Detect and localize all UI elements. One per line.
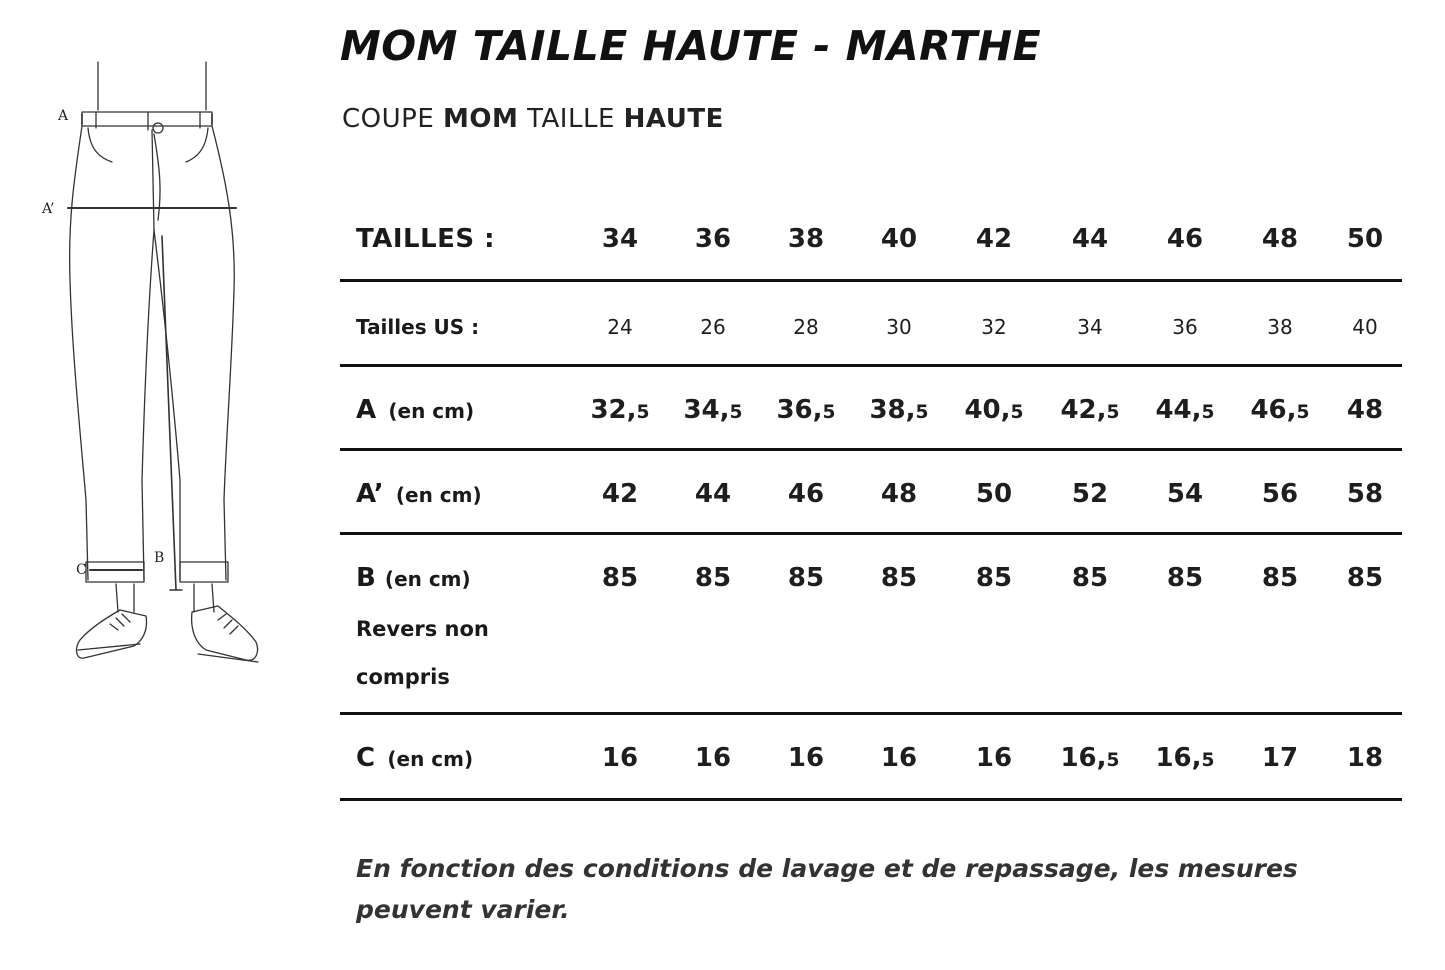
row-b-note-line-1: Revers non <box>356 617 489 641</box>
cell-value: 85 <box>1166 563 1204 593</box>
cell-value: 44, <box>1155 395 1202 425</box>
row-a-unit: (en cm) <box>388 399 475 423</box>
cell-value: 50 <box>975 479 1013 509</box>
row-a-label <box>340 367 570 425</box>
cell-value: 17 <box>1261 743 1299 773</box>
table-cell <box>602 715 638 773</box>
cell-value: 85 <box>1346 563 1384 593</box>
cell-decimal: 5 <box>1201 750 1215 771</box>
table-cell: 50 <box>1346 224 1384 254</box>
table-cell <box>776 367 835 425</box>
row-a-prime-key: A’ <box>356 479 384 509</box>
table-cell: 34 <box>1077 315 1103 339</box>
cell-decimal: 5 <box>1106 750 1120 771</box>
table-row-a <box>340 367 1402 451</box>
cell-value: 58 <box>1346 479 1384 509</box>
jeans-measurement-illustration <box>30 50 280 690</box>
table-cell <box>602 535 638 593</box>
cell-value: 16, <box>1155 743 1202 773</box>
table-row-b <box>340 535 1402 715</box>
cell-decimal: 5 <box>1201 402 1215 423</box>
row-a-prime-label <box>340 451 570 509</box>
label-a-prime: A’ <box>42 201 55 217</box>
cell-decimal: 5 <box>1106 402 1120 423</box>
table-cell <box>695 451 731 509</box>
label-b: B <box>154 550 165 566</box>
cell-decimal: 5 <box>1296 402 1310 423</box>
page-title: MOM TAILLE HAUTE - MARTHE <box>340 22 1042 70</box>
cell-value: 16 <box>880 743 918 773</box>
cell-decimal: 5 <box>1010 402 1024 423</box>
cell-value: 42 <box>601 479 639 509</box>
cell-value: 32, <box>590 395 637 425</box>
cell-value: 16 <box>787 743 825 773</box>
cell-value: 18 <box>1346 743 1384 773</box>
table-cell <box>788 535 824 593</box>
row-c-unit: (en cm) <box>387 747 474 771</box>
cell-value: 46 <box>787 479 825 509</box>
table-cell: 38 <box>787 224 825 254</box>
cell-value: 40, <box>964 395 1011 425</box>
table-cell <box>1060 367 1119 425</box>
table-cell <box>1167 451 1203 509</box>
subtitle-part-4: HAUTE <box>623 104 724 134</box>
table-cell <box>1072 451 1108 509</box>
size-table <box>340 196 1402 801</box>
cell-value: 85 <box>1071 563 1109 593</box>
cell-value: 42, <box>1060 395 1107 425</box>
cell-decimal: 5 <box>636 402 650 423</box>
cell-value: 16 <box>694 743 732 773</box>
subtitle-part-2: MOM <box>443 104 519 134</box>
table-cell <box>1262 535 1298 593</box>
subtitle-part-1: COUPE <box>342 104 435 134</box>
table-cell <box>1072 535 1108 593</box>
cell-decimal: 5 <box>822 402 836 423</box>
table-row-a-prime <box>340 451 1402 535</box>
label-a: A <box>58 108 69 124</box>
cell-value: 85 <box>1261 563 1299 593</box>
cell-value: 44 <box>694 479 732 509</box>
cell-value: 46, <box>1250 395 1297 425</box>
table-cell <box>881 451 917 509</box>
footnote: En fonction des conditions de lavage et de repassage, les mesures peuvent varier. <box>356 854 1298 924</box>
table-cell: 30 <box>886 315 912 339</box>
table-cell <box>590 367 649 425</box>
label-c: C <box>76 562 87 578</box>
cell-value: 85 <box>601 563 639 593</box>
table-cell <box>683 367 742 425</box>
row-b-label <box>340 535 570 702</box>
cell-value: 36, <box>776 395 823 425</box>
table-cell: 46 <box>1166 224 1204 254</box>
table-cell <box>788 451 824 509</box>
table-cell <box>1347 535 1383 593</box>
us-sizes-label: Tailles US : <box>356 315 480 339</box>
table-cell <box>1347 715 1383 773</box>
table-cell <box>695 715 731 773</box>
cell-value: 85 <box>694 563 732 593</box>
cell-value: 16 <box>975 743 1013 773</box>
cell-value: 54 <box>1166 479 1204 509</box>
table-cell <box>1262 715 1298 773</box>
table-cell <box>1347 367 1383 425</box>
table-cell <box>881 715 917 773</box>
table-cell <box>602 451 638 509</box>
table-cell: 40 <box>1352 315 1378 339</box>
table-cell: 34 <box>601 224 639 254</box>
row-a-prime-unit: (en cm) <box>395 483 482 507</box>
cell-decimal: 5 <box>915 402 929 423</box>
table-cell: 44 <box>1071 224 1109 254</box>
row-a-key: A <box>356 395 377 425</box>
row-b-key: B <box>356 563 376 593</box>
table-cell <box>1167 535 1203 593</box>
table-cell <box>695 535 731 593</box>
row-b-note-line-2: compris <box>356 665 450 689</box>
table-cell <box>881 535 917 593</box>
table-cell <box>788 715 824 773</box>
cell-value: 48 <box>1346 395 1384 425</box>
row-c-key: C <box>356 743 376 773</box>
table-row-c <box>340 715 1402 801</box>
table-cell: 36 <box>694 224 732 254</box>
table-cell: 40 <box>880 224 918 254</box>
table-row-sizes <box>340 196 1402 282</box>
table-cell <box>964 367 1023 425</box>
cell-value: 85 <box>787 563 825 593</box>
cell-value: 16 <box>601 743 639 773</box>
cell-value: 34, <box>683 395 730 425</box>
table-cell: 24 <box>607 315 633 339</box>
table-cell <box>869 367 928 425</box>
sizes-label: TAILLES : <box>356 224 496 254</box>
table-cell: 42 <box>975 224 1013 254</box>
table-cell: 38 <box>1267 315 1293 339</box>
table-cell: 48 <box>1261 224 1299 254</box>
table-row-us-sizes <box>340 282 1402 367</box>
subtitle-part-3: TAILLE <box>527 104 615 134</box>
cell-value: 85 <box>975 563 1013 593</box>
table-cell <box>976 451 1012 509</box>
cell-value: 38, <box>869 395 916 425</box>
table-cell: 36 <box>1172 315 1198 339</box>
table-cell <box>1250 367 1309 425</box>
row-c-label <box>340 715 570 773</box>
cell-value: 16, <box>1060 743 1107 773</box>
table-cell: 26 <box>700 315 726 339</box>
table-cell <box>976 535 1012 593</box>
cell-value: 52 <box>1071 479 1109 509</box>
table-cell <box>1060 715 1119 773</box>
cell-value: 48 <box>880 479 918 509</box>
cell-decimal: 5 <box>729 402 743 423</box>
table-cell <box>1155 715 1214 773</box>
table-cell <box>1155 367 1214 425</box>
table-cell <box>1347 451 1383 509</box>
table-cell <box>976 715 1012 773</box>
table-cell <box>1262 451 1298 509</box>
table-cell: 32 <box>981 315 1007 339</box>
cell-value: 85 <box>880 563 918 593</box>
subtitle <box>342 104 724 134</box>
cell-value: 56 <box>1261 479 1299 509</box>
table-cell: 28 <box>793 315 819 339</box>
row-b-unit: (en cm) <box>384 567 471 591</box>
